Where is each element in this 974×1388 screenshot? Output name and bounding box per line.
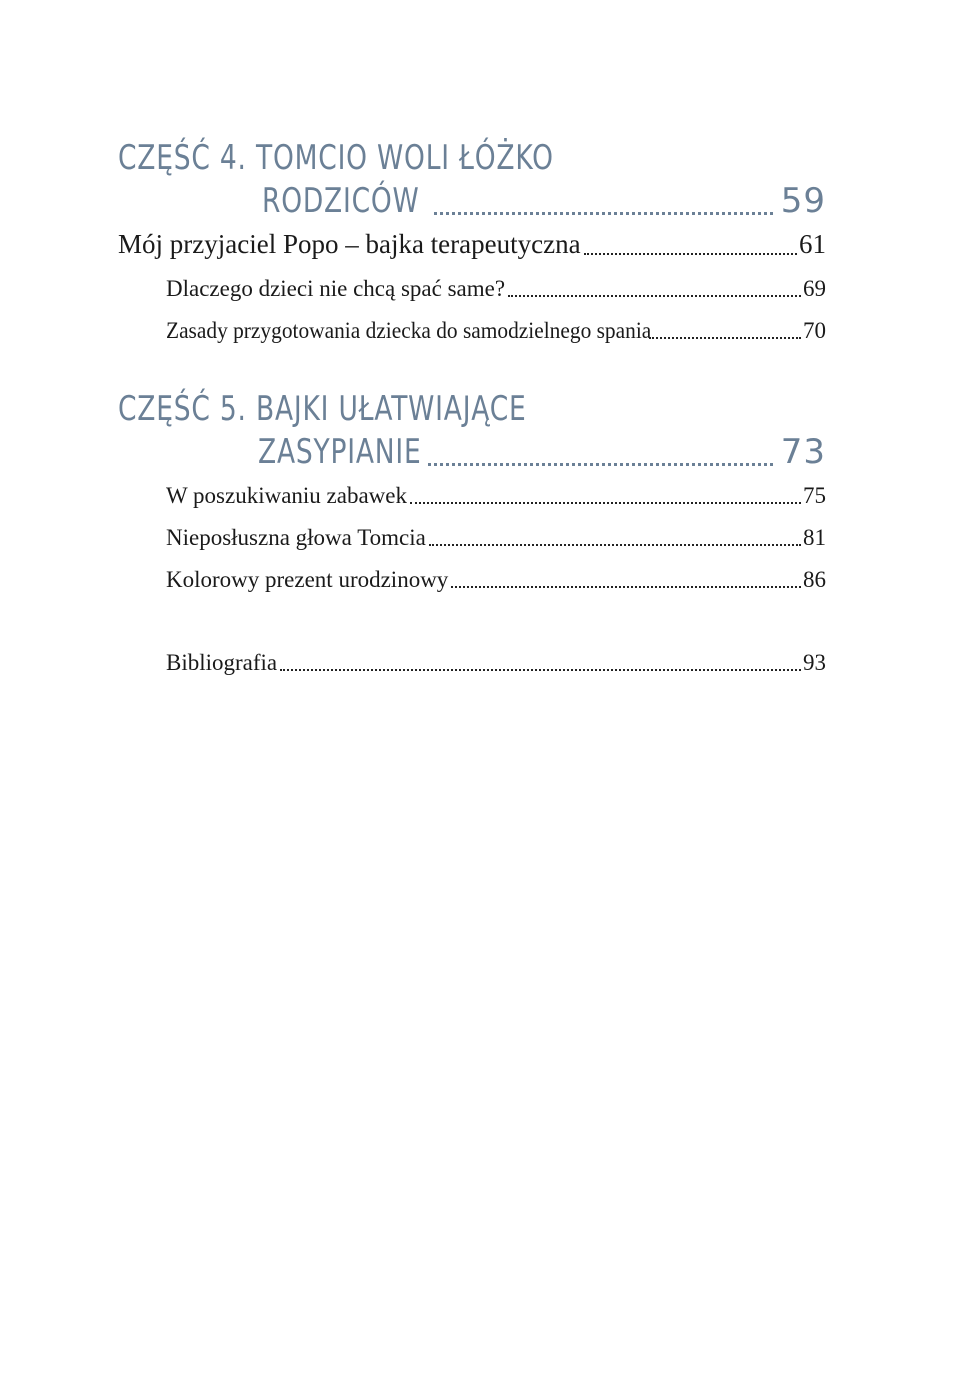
entry-title: Dlaczego dzieci nie chcą spać same? — [166, 276, 506, 301]
entry-page-number: 61 — [799, 229, 826, 259]
dot-leader — [280, 669, 801, 671]
entry-page-number: 86 — [803, 567, 826, 592]
toc-entry-bibliography[interactable] — [166, 650, 826, 676]
entry-title: Kolorowy prezent urodzinowy — [166, 567, 449, 592]
entry-title: Zasady przygotowania dziecka do samodzielnego spania — [166, 318, 652, 343]
dot-leader — [429, 544, 801, 546]
dot-leader — [584, 253, 797, 255]
toc-entry[interactable] — [166, 483, 826, 509]
dot-leader — [434, 212, 773, 215]
toc-entry[interactable] — [118, 229, 826, 260]
part-5-heading[interactable] — [118, 388, 826, 474]
dot-leader — [508, 295, 801, 297]
dot-leader — [410, 502, 801, 504]
entry-title: Mój przyjaciel Popo – bajka terapeutyczna — [118, 229, 581, 259]
entry-title: Bibliografia — [166, 650, 278, 675]
entry-page-number: 75 — [803, 483, 826, 508]
part-5-page-number: 73 — [780, 432, 826, 472]
entry-page-number: 81 — [803, 525, 826, 550]
entry-page-number: 93 — [803, 650, 826, 675]
dot-leader — [428, 463, 773, 466]
part-4-page-number: 59 — [780, 181, 826, 221]
part-5-title-line1: CZĘŚĆ 5. BAJKI UŁATWIAJĄCE — [118, 389, 527, 429]
part-4-title-line1: CZĘŚĆ 4. TOMCIO WOLI ŁÓŻKO — [118, 138, 554, 178]
entry-title: Nieposłuszna głowa Tomcia — [166, 525, 426, 550]
toc-entry[interactable] — [166, 567, 826, 593]
entry-page-number: 70 — [803, 318, 826, 343]
dot-leader — [649, 337, 801, 339]
part-5-title-line2: ZASYPIANIE — [258, 432, 422, 472]
entry-page-number: 69 — [803, 276, 826, 301]
toc-entry[interactable] — [166, 318, 826, 344]
dot-leader — [451, 586, 801, 588]
toc-entry[interactable] — [166, 276, 826, 302]
part-4-heading[interactable] — [118, 137, 826, 223]
toc-entry[interactable] — [166, 525, 826, 551]
entry-title: W poszukiwaniu zabawek — [166, 483, 407, 508]
part-4-title-line2: RODZICÓW — [262, 181, 420, 221]
